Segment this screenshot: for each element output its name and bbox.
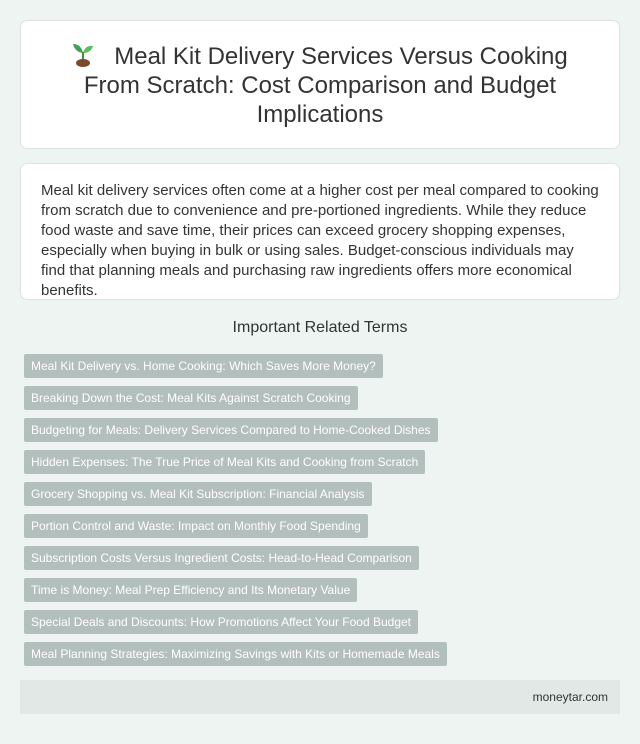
related-term-tag[interactable]: Portion Control and Waste: Impact on Monthly Food Spending: [24, 514, 368, 538]
related-terms-heading: Important Related Terms: [232, 319, 408, 336]
title-card: [20, 20, 620, 149]
related-terms-list: [24, 354, 620, 674]
related-term-tag[interactable]: Time is Money: Meal Prep Efficiency and Its Monetary Value: [24, 578, 357, 602]
related-term-tag[interactable]: Grocery Shopping vs. Meal Kit Subscription: Financial Analysis: [24, 482, 372, 506]
related-term-tag[interactable]: Breaking Down the Cost: Meal Kits Against Scratch Cooking: [24, 386, 358, 410]
summary-card: [20, 163, 620, 300]
related-term-tag[interactable]: Meal Planning Strategies: Maximizing Savings with Kits or Homemade Meals: [24, 642, 447, 666]
page-title-text: Meal Kit Delivery Services Versus Cooking From Scratch: Cost Comparison and Budget Implications: [83, 42, 568, 128]
related-term-tag[interactable]: Special Deals and Discounts: How Promotions Affect Your Food Budget: [24, 610, 418, 634]
footer: [20, 680, 620, 714]
related-term-tag[interactable]: Budgeting for Meals: Delivery Services Compared to Home-Cooked Dishes: [24, 418, 438, 442]
related-term-tag[interactable]: Meal Kit Delivery vs. Home Cooking: Which Saves More Money?: [24, 354, 383, 378]
related-term-tag[interactable]: Hidden Expenses: The True Price of Meal Kits and Cooking from Scratch: [24, 450, 425, 474]
page-title: [60, 41, 580, 129]
footer-site-link[interactable]: moneytar.com: [532, 690, 608, 704]
sprout-icon: [72, 41, 94, 67]
related-term-tag[interactable]: Subscription Costs Versus Ingredient Costs: Head-to-Head Comparison: [24, 546, 419, 570]
summary-text: Meal kit delivery services often come at a higher cost per meal compared to cooking from scratch due to convenience and pre-portioned ingredients. While they reduce food waste and save time, their prices can exceed grocery shopping expenses, especially when buying in bulk or using sales. Budget-conscious individuals may find that planning meals and purchasing raw ingredients offers more economical benefits.: [41, 182, 599, 299]
